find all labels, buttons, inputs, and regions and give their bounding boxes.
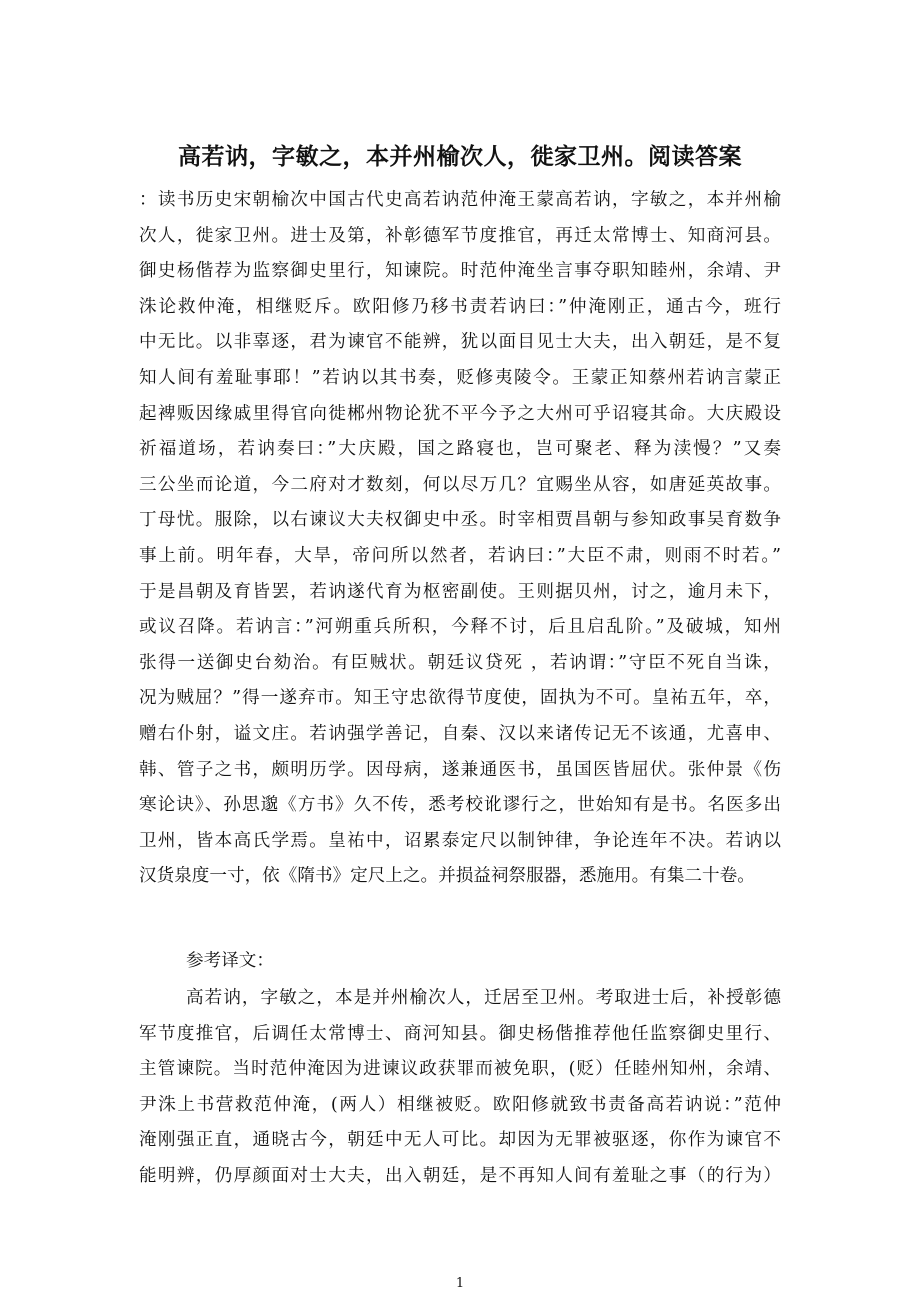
translation-text bbox=[139, 981, 781, 1195]
main-text-line: 次人，徙家卫州。进士及第，补彰德军节度推官，再迁太常博士、知商河县。 bbox=[139, 225, 781, 246]
main-text-line: 卫州，皆本高氏学焉。皇祐中，诏累泰定尺以制钟律，争论连年不决。若讷以 bbox=[139, 830, 781, 851]
reference-translation-heading bbox=[139, 944, 781, 980]
translation-line: 尹洙上书营救范仲淹，(两人）相继被贬。欧阳修就致书责备高若讷说：”范仲 bbox=[139, 1094, 781, 1115]
main-text-line: 丁母忧。服除，以右谏议大夫权御史中丞。时宰相贾昌朝与参知政事吴育数争 bbox=[139, 510, 781, 531]
main-text-line: 事上前。明年春，大旱，帝问所以然者，若讷曰：”大臣不肃，则雨不时若。” bbox=[139, 545, 781, 566]
main-text-line: 起裨贩因缘戚里得官向徙郴州物论犹不平今予之大州可乎诏寝其命。大庆殿设 bbox=[139, 403, 781, 424]
translation-line: 主管谏院。当时范仲淹因为进谏议政获罪而被免职，(贬）任睦州知州，余靖、 bbox=[139, 1059, 781, 1080]
main-text-line: 或议召降。若讷言：”河朔重兵所积，今释不讨，后且启乱阶。”及破城，知州 bbox=[139, 617, 781, 638]
main-text-line: 祈福道场，若讷奏曰：”大庆殿，国之路寝也，岂可聚老、释为渎慢？”又奏 bbox=[139, 439, 781, 460]
main-text-line: 况为贼屈？”得一遂弃市。知王守忠欲得节度使，固执为不可。皇祐五年，卒， bbox=[139, 688, 781, 709]
main-text-line: 寒论诀》、孙思邈《方书》久不传，悉考校讹谬行之，世始知有是书。名医多出 bbox=[139, 795, 781, 816]
main-text-line: ：读书历史宋朝榆次中国古代史高若讷范仲淹王蒙高若讷，字敏之，本并州榆 bbox=[139, 190, 781, 210]
main-text-line: 张得一送御史台劾治。有臣贼状。朝廷议贷死 ，若讷谓：”守臣不死自当诛， bbox=[139, 652, 781, 673]
main-text-line: 三公坐而论道，今二府对才数刻，何以尽万几？宜赐坐从容，如唐延英故事。 bbox=[139, 474, 781, 495]
translation-line: 军节度推官，后调任太常博士、商河知县。御史杨偕推荐他任监察御史里行、 bbox=[139, 1023, 781, 1044]
page-number: 1 bbox=[455, 1276, 465, 1291]
translation-line: 高若讷，字敏之，本是并州榆次人，迁居至卫州。考取进士后，补授彰德 bbox=[186, 988, 781, 1008]
main-text-line: 汉货泉度一寸，依《隋书》定尺上之。并损益祠祭服器，悉施用。有集二十卷。 bbox=[139, 866, 755, 887]
translation-line: 淹刚强正直，通晓古今，朝廷中无人可比。却因为无罪被驱逐，你作为谏官不 bbox=[139, 1130, 781, 1151]
main-text-line: 于是昌朝及育皆罢，若讷遂代育为枢密副使。王则据贝州，讨之，逾月未下， bbox=[139, 581, 781, 602]
translation-line: 能明辨，仍厚颜面对士大夫，出入朝廷，是不再知人间有羞耻之事（的行为） bbox=[139, 1165, 781, 1186]
main-text-line: 中无比。以非辜逐，君为谏官不能辨，犹以面目见士大夫，出入朝廷，是不复 bbox=[139, 332, 781, 353]
main-text-line: 赠右仆射，谥文庄。若讷强学善记，自秦、汉以来诸传记无不该通，尤喜申、 bbox=[139, 723, 781, 744]
reference-heading-text: 参考译文： bbox=[186, 951, 274, 971]
main-text-line: 洙论救仲淹，相继贬斥。欧阳修乃移书责若讷曰：”仲淹刚正，通古今，班行 bbox=[139, 296, 781, 317]
main-text-line: 韩、管子之书，颇明历学。因母病，遂兼通医书，虽国医皆屈伏。张仲景《伤 bbox=[139, 759, 781, 780]
main-text-line: 知人间有羞耻事耶！”若讷以其书奏，贬修夷陵令。王蒙正知蔡州若讷言蒙正 bbox=[139, 367, 781, 388]
main-text-line: 御史杨偕荐为监察御史里行，知谏院。时范仲淹坐言事夺职知睦州，余靖、尹 bbox=[139, 261, 781, 282]
main-text bbox=[139, 183, 781, 895]
document-title: 高若讷，字敏之，本并州榆次人，徙家卫州。阅读答案 bbox=[178, 144, 742, 170]
